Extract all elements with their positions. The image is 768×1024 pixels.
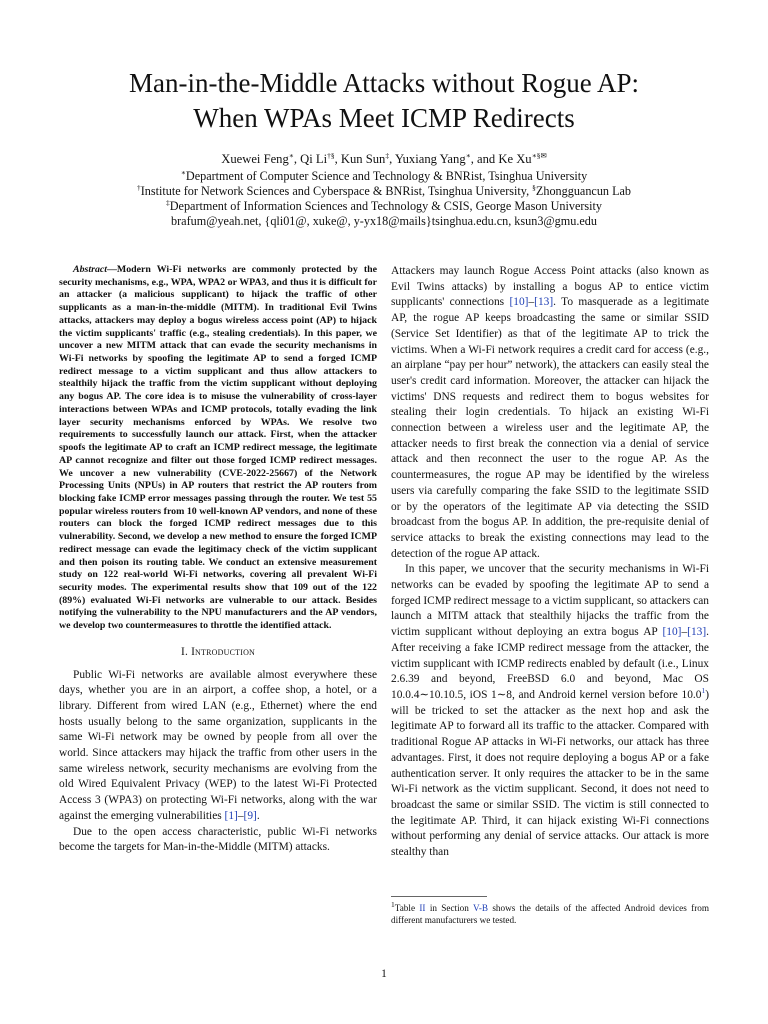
affiliation-text: Department of Information Sciences and Technology & CSIS, George Mason University — [169, 199, 603, 213]
affiliation-mark: ∗ — [180, 167, 186, 177]
footnote-divider — [391, 896, 487, 897]
citation-dash: – — [237, 809, 244, 822]
footnote-text: shows the details of the affected Android devices from different manufacturers we tested. — [391, 903, 709, 925]
footnote-text: Table — [394, 903, 420, 913]
affiliation-text: Zhongguancun Lab — [535, 184, 632, 198]
author-name: Kun Sun — [340, 152, 386, 166]
author-separator: , — [389, 152, 395, 166]
title-line-1: Man-in-the-Middle Attacks without Rogue AP: — [129, 68, 639, 98]
citation-link[interactable]: [10] — [509, 296, 529, 309]
affiliation-1 — [40, 169, 728, 184]
paragraph-text: . To masquerade as a legitimate AP, the rogue AP keeps broadcasting the same or similar SSID (Service Set Identifier) as that of the legitimate AP to trick the victims. When a Wi-Fi network requires a credit card for access (e.g., an airplane “pay per hour” network), the attackers can easily steal the user's credit card information. Moreover, the attacker can hijack the victims' DNS requests and redirect them to bogus websites for stealing their login credentials. To hijack an existing Wi-Fi connection between a wireless user and the legitimate AP, the attacker needs to first break the connection via a denial of service attack and then reconnect the user to the rogue AP. As the countermeasures, the rogue AP may be identified by the wireless users via carefully comparing the fake SSID to the legitimate SSID or by the operators of the legitimate AP via detecting the SSID broadcast from the bogus AP. In addition, the pre-requisite denial of service attacks to break the existing connections may lead to the detection of the rogue AP attack. — [391, 296, 709, 560]
author-mark: ∗ — [465, 150, 471, 160]
citation-link[interactable]: [13] — [534, 296, 554, 309]
footnote-text: in Section — [425, 903, 474, 913]
intro-paragraph-1 — [59, 668, 377, 825]
intro-paragraph-2: Due to the open access characteristic, public Wi-Fi networks become the targets for Man-in-the-Middle (MITM) attacks. — [59, 825, 377, 854]
paragraph-text: Public Wi-Fi networks are available almost everywhere these days, whether you are in an airport, a coffee shop, a hotel, or a library. Different from wired LAN (e.g., Ethernet) where the end hosts usually belong to the same organization, supplicants in the same Wi-Fi network may be owned by people from all over the world. Since attackers may hijack the traffic from other users in the same wireless network, security mechanisms are evolving from the old Wired Equivalent Privacy (WEP) to the latest Wi-Fi Protected Access 3 (WPA3) on protecting Wi-Fi networks, along with the war against the emerging vulnerabilities — [59, 668, 377, 822]
right-paragraph-1 — [391, 264, 709, 562]
affiliation-mark: † — [136, 182, 141, 192]
affiliation-2 — [40, 184, 728, 199]
citation-link[interactable]: [13] — [687, 626, 707, 639]
author-name: Yuxiang Yang — [394, 152, 466, 166]
affiliation-mark: § — [532, 182, 536, 192]
author-mark: ‡ — [385, 150, 390, 160]
paragraph-text: . After receiving a fake ICMP redirect message from the attacker, the victim supplicant with ICMP redirects enabled by default (i.e., Linux 2.6.39 and beyond, FreeBSD 6.0 and beyond, Mac OS 10.0.4∼10.10.5, iOS 1∼8, and Android kernel version before 10.0 — [391, 626, 709, 701]
right-column — [391, 264, 709, 861]
affiliation-text: Department of Computer Science and Technology & BNRist, Tsinghua University — [185, 169, 588, 183]
author-separator: , — [293, 152, 301, 166]
citation-link[interactable]: [1] — [224, 809, 238, 822]
abstract-text: —Modern Wi-Fi networks are commonly protected by the security mechanisms, e.g., WPA, WPA2 or WPA3, and thus it is difficult for an attacker (a malicious supplicant) to hijack the traffic of other supplicants as a man-in-the-middle (MITM). In traditional Evil Twins attacks, attackers may deploy a bogus wireless access point (AP) to hijack the victim supplicants' traffic (e.g., stealing credentials). In this paper, we uncover a new MITM attack that can evade the security mechanisms in Wi-Fi networks by spoofing the legitimate AP to send a forged ICMP redirect message to a victim supplicant and thus allow attackers to stealthily hijack the traffic from the victim supplicant without deploying any bogus AP. The core idea is to misuse the vulnerability of cross-layer interactions between WPAs and ICMP protocols, totally evading the link layer security mechanisms enforced by WPAs. We resolve two requirements to successfully launch our attack. First, when the attacker spoofs the legitimate AP to craft an ICMP redirect message, the legitimate AP cannot recognize and filter out those forged ICMP redirect messages. We uncover a new vulnerability (CVE-2022-25667) of the Network Processing Units (NPUs) in AP routers that restrict the AP routers from blocking fake ICMP error messages passing through the router. We test 55 popular wireless routers from 10 well-known AP vendors, and none of these routers can block the forged ICMP redirect messages due to this vulnerability. Second, we develop a new method to ensure the forged ICMP redirect message can evade the legitimacy check of the victim supplicant and then poison its routing table. We conduct an extensive measurement study on 122 real-world Wi-Fi networks, covering all prevalent Wi-Fi security modes. The experimental results show that 109 out of the 122 (89%) evaluated Wi-Fi networks are vulnerable to our attack. Besides notifying the vulnerability to the NPU manufacturers and the AP vendors, we develop two countermeasures to throttle the identified attack. — [59, 264, 377, 632]
abstract — [59, 264, 377, 633]
footnote-number: 1 — [391, 899, 395, 909]
paragraph-text: In this paper, we uncover that the security mechanisms in Wi-Fi networks can be evaded by spoofing the legitimate AP to send a forged ICMP redirect message to a victim supplicant, so attackers can launch a MITM attack that stealthily hijacks the traffic from the victim supplicant without deploying an extra bogus AP — [391, 563, 709, 639]
author-mark: ∗§✉ — [531, 150, 547, 160]
right-paragraph-2 — [391, 562, 709, 860]
footnote — [391, 899, 709, 926]
paragraph-text: . — [256, 809, 260, 822]
citation-link[interactable]: [9] — [243, 809, 257, 822]
author-emails: brafum@yeah.net, {qli01@, xuke@, y-yx18@mails}tsinghua.edu.cn, ksun3@gmu.edu — [171, 214, 597, 228]
title-line-2: When WPAs Meet ICMP Redirects — [193, 103, 575, 133]
author-block — [40, 152, 728, 229]
paragraph-text: ) will be tricked to set the attacker as the next hop and ask the legitimate AP to forward all its traffic to the attacker. Compared with traditional Rogue AP attacks in Wi-Fi networks, our attack has three advantages. First, it does not require deploying a bogus AP or a fake authentication server. It only requires the attacker to be in the same Wi-Fi network as the victim supplicant. Second, it does not need to broadcast the same or similar SSID. The victim is still connected to the legitimate AP. Third, it can hijack existing Wi-Fi connections without performing any denial of service attacks. Our attack is more stealthy than — [391, 688, 709, 859]
section-heading-introduction — [59, 645, 377, 661]
section-reference-link[interactable]: V-B — [473, 903, 489, 913]
affiliation-mark: ‡ — [165, 197, 170, 207]
author-separator: , — [334, 152, 341, 166]
author-separator: , and — [470, 152, 499, 166]
section-numeral: I. — [180, 645, 192, 658]
affiliation-text: Institute for Network Sciences and Cyberspace & BNRist, Tsinghua University, — [140, 184, 533, 198]
affiliation-3 — [40, 199, 728, 214]
abstract-label: Abstract — [73, 264, 108, 275]
citation-link[interactable]: [10] — [662, 626, 682, 639]
left-column — [59, 264, 377, 856]
author-mark: †§ — [327, 150, 335, 160]
author-name: Qi Li — [300, 152, 328, 166]
footnote-marker[interactable]: 1 — [701, 686, 706, 696]
citation-dash: – — [528, 296, 535, 309]
paragraph-text: Attackers may launch Rogue Access Point attacks (also known as Evil Twins attacks) by installing a bogus AP to entice victim supplicants' connections — [391, 265, 709, 309]
author-name: Xuewei Feng — [221, 152, 289, 166]
paper-title — [40, 66, 728, 136]
author-list — [40, 152, 728, 167]
citation-dash: – — [681, 626, 688, 639]
section-title: Introduction — [191, 645, 256, 658]
page-number: 1 — [381, 968, 387, 980]
author-mark: ∗ — [288, 150, 294, 160]
table-reference-link[interactable]: II — [419, 903, 426, 913]
author-name: Ke Xu — [498, 152, 532, 166]
